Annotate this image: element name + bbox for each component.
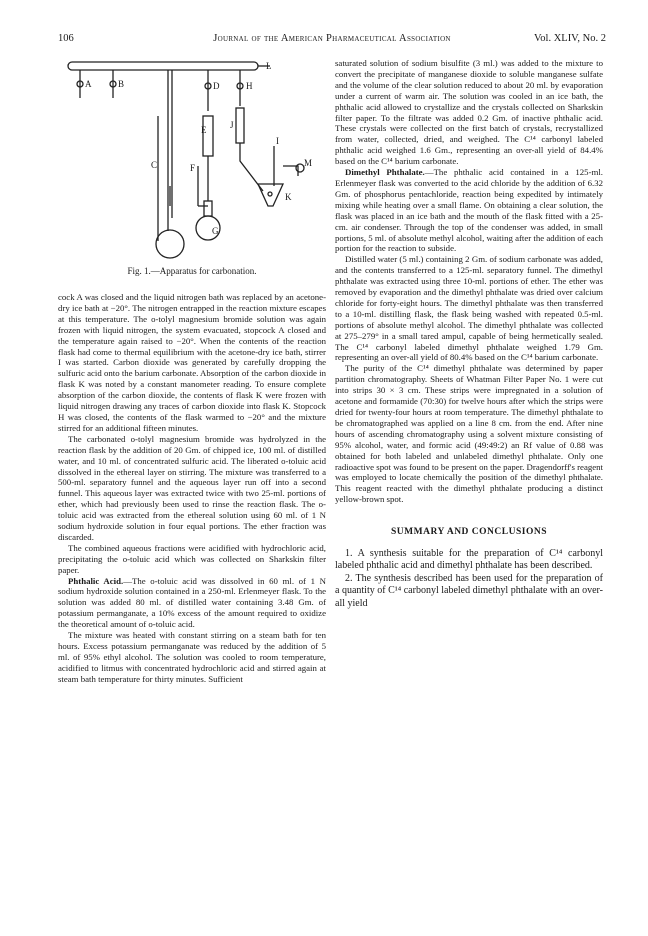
label-E: E — [201, 125, 207, 135]
section-heading: Phthalic Acid. — [68, 575, 124, 586]
paragraph — [335, 167, 603, 254]
label-H: H — [246, 81, 253, 91]
left-column — [58, 292, 326, 685]
paragraph: The combined aqueous fractions were acidified with hydrochloric acid, precipitating the o-toluic acid which was collected on Sharkskin filter paper. — [58, 542, 326, 575]
paragraph-text: —The phthalic acid contained in a 125-ml. Erlenmeyer flask was converted to the acid chloride by the addition of 6.32 Gm. of phosphorus pentachloride, reaction being expedited by intimately mixing while heating over a small flame. On obtaining a clear solution, the flask was placed in an ice bath and the mouth of the flask fitted with a 25-cm. air condenser. Through the top of the condenser was added, in small portions, 5 ml. of absolute methyl alcohol, waiting after the addition of each portion for the reaction to subside. — [335, 167, 603, 254]
label-G: G — [212, 226, 219, 236]
paragraph: The carbonated o-tolyl magnesium bromide was hydrolyzed in the reaction flask by the addition of 20 Gm. of chipped ice, 100 ml. of distilled water, and 10 ml. of concentrated sulfuric acid. The liberated o-toluic acid dissolved in the ethereal layer on stirring. The mixture was transferred to a 500-ml. separatory funnel and the aqueous layer run off into a second funnel. This aqueous layer was extracted twice with two 25-ml. portions of ether, which had previously been used to rinse the reaction flask. The o-toluic acid was extracted from the ethereal solution using 60 ml. of 1 N sodium hydroxide solution in four equal portions. The ether fraction was discarded. — [58, 433, 326, 542]
paragraph — [58, 576, 326, 631]
paragraph: The purity of the C¹⁴ dimethyl phthalate was determined by paper partition chromatography. Sheets of Whatman Filter Paper No. 1 were cut into strips 30 × 3 cm. These strips were impregnated in a solution of acetone and formamide (70:30) for twelve hours after which the strips were dried for twenty-four hours at room temperature. The dimethyl phthalate to be chromatographed was applied on a line 8 cm. from the end. After nine hours of ascending chromatography using a solvent mixture consisting of 95% alcohol, water, and formic acid (49:49:2) an Rf value of 0.88 was obtained for both labeled and unlabeled dimethyl phthalate. Only one radioactive spot was found to be present on the paper. Dragendorff's reagent was employed to locate chemically the position of the dimethyl phthalate. This reagent reacted with the dimethyl phthalate producing a distinct yellow-brown spot. — [335, 363, 603, 505]
label-A: A — [85, 79, 92, 89]
summary-list — [335, 548, 603, 610]
page-number: 106 — [58, 33, 74, 44]
apparatus-diagram — [58, 56, 326, 266]
label-B: B — [118, 79, 125, 89]
summary-item: 2. The synthesis described has been used for the preparation of a quantity of C¹⁴ carbonyl labeled dimethyl phthalate with an over-all yield — [335, 572, 603, 609]
label-F: F — [190, 163, 196, 173]
label-I: I — [276, 136, 279, 146]
section-heading: Dimethyl Phthalate. — [345, 167, 425, 178]
running-header — [58, 33, 606, 47]
figure-apparatus — [58, 56, 326, 271]
paragraph: The mixture was heated with constant stirring on a steam bath for ten hours. Excess potassium permanganate was reduced by the addition of 5 ml. of 95% ethyl alcohol. The solution was cooled to room temperature, acidified to litmus with concentrated hydrochloric acid and stirred again at steam bath temperature for thirty minutes. Sufficient — [58, 630, 326, 684]
label-D: D — [213, 81, 220, 91]
figure-caption: Fig. 1.—Apparatus for carbonation. — [127, 266, 257, 276]
journal-title: Journal of the American Pharmaceutical Association — [213, 33, 451, 44]
label-L: L — [266, 61, 272, 71]
label-M: M — [304, 158, 313, 168]
paragraph: Distilled water (5 ml.) containing 2 Gm. of sodium carbonate was added, and the contents transferred to a 125-ml. separatory funnel. The dimethyl phthalate was extracted using three 10-ml. portions of ether. The ether was removed by evaporation and the dimethyl phthalate was dried over calcium chloride for forty-eight hours. The dimethyl phthalate was then transferred to a 10-ml. distilling flask, the flask being washed with repeated 0.5-ml. portions of absolute methyl alcohol. The dimethyl phthalate was collected at 275–279° in a small tared ampul, capable of being hermetically sealed. The C¹⁴ carbonyl labeled dimethyl phthalate weighed 1.79 Gm. representing an over-all yield of 80.4% based on the C¹⁴ barium carbonate. — [335, 254, 603, 363]
label-K: K — [285, 192, 292, 202]
label-J: J — [230, 120, 234, 130]
summary-item: 1. A synthesis suitable for the preparation of C¹⁴ carbonyl labeled phthalic acid and dimethyl phthalate has been described. — [335, 548, 603, 572]
volume-issue: Vol. XLIV, No. 2 — [534, 33, 606, 44]
right-column — [335, 58, 603, 610]
summary-heading: SUMMARY AND CONCLUSIONS — [391, 527, 547, 538]
paragraph: cock A was closed and the liquid nitrogen bath was replaced by an acetone-dry ice bath at −20°. The nitrogen entrapped in the reaction mixture escapes at this temperature. The o-tolyl magnesium bromide solution was again frozen with liquid nitrogen, the system evacuated, stopcock A closed and the temperature again raised to −20°. When the contents of the reaction flask had come to thermal equilibrium with the acetone-dry ice bath, stirrer I was started. Carbon dioxide was generated by carefully dropping the sulfuric acid onto the barium carbonate. Absorption of the carbon dioxide in flask K was noted by a constant manometer reading. To ensure complete absorption of the carbon dioxide, the contents of flask K were frozen with liquid nitrogen drawing any traces of carbon dioxide into flask K. Stopcock H was closed, the contents of the flask warmed to −20° and the mixture stirred for an additional fifteen minutes. — [58, 292, 326, 433]
paragraph-text: —The o-toluic acid was dissolved in 60 ml. of 1 N sodium hydroxide solution contained in a 250-ml. Erlenmeyer flask. To the solution was added 80 ml. of distilled water containing 3.48 Gm. of potassium permanganate, a 10% excess of the amount required to oxidize the theoretical amount of o-toluic acid. — [58, 575, 326, 630]
paragraph: saturated solution of sodium bisulfite (3 ml.) was added to the mixture to convert the precipitate of manganese dioxide to soluble manganese sulfate and the volume of the clear solution reduced to about 20 ml. by evaporation under a current of warm air. The solution was cooled in an ice bath, the phthalic acid allowed to crystallize and the crystals collected on Sharkskin filter paper. To the filtrate was added 0.2 Gm. of inactive phthalic acid. These crystals were collected on the first batch of crystals, recrystallized from water, collected, dried, and weighed. The C¹⁴ carbonyl labeled phthalic acid weighed 1.6 Gm., representing an over-all yield of 84.4% based on the C¹⁴ barium carbonate. — [335, 58, 603, 167]
label-C: C — [151, 160, 158, 170]
